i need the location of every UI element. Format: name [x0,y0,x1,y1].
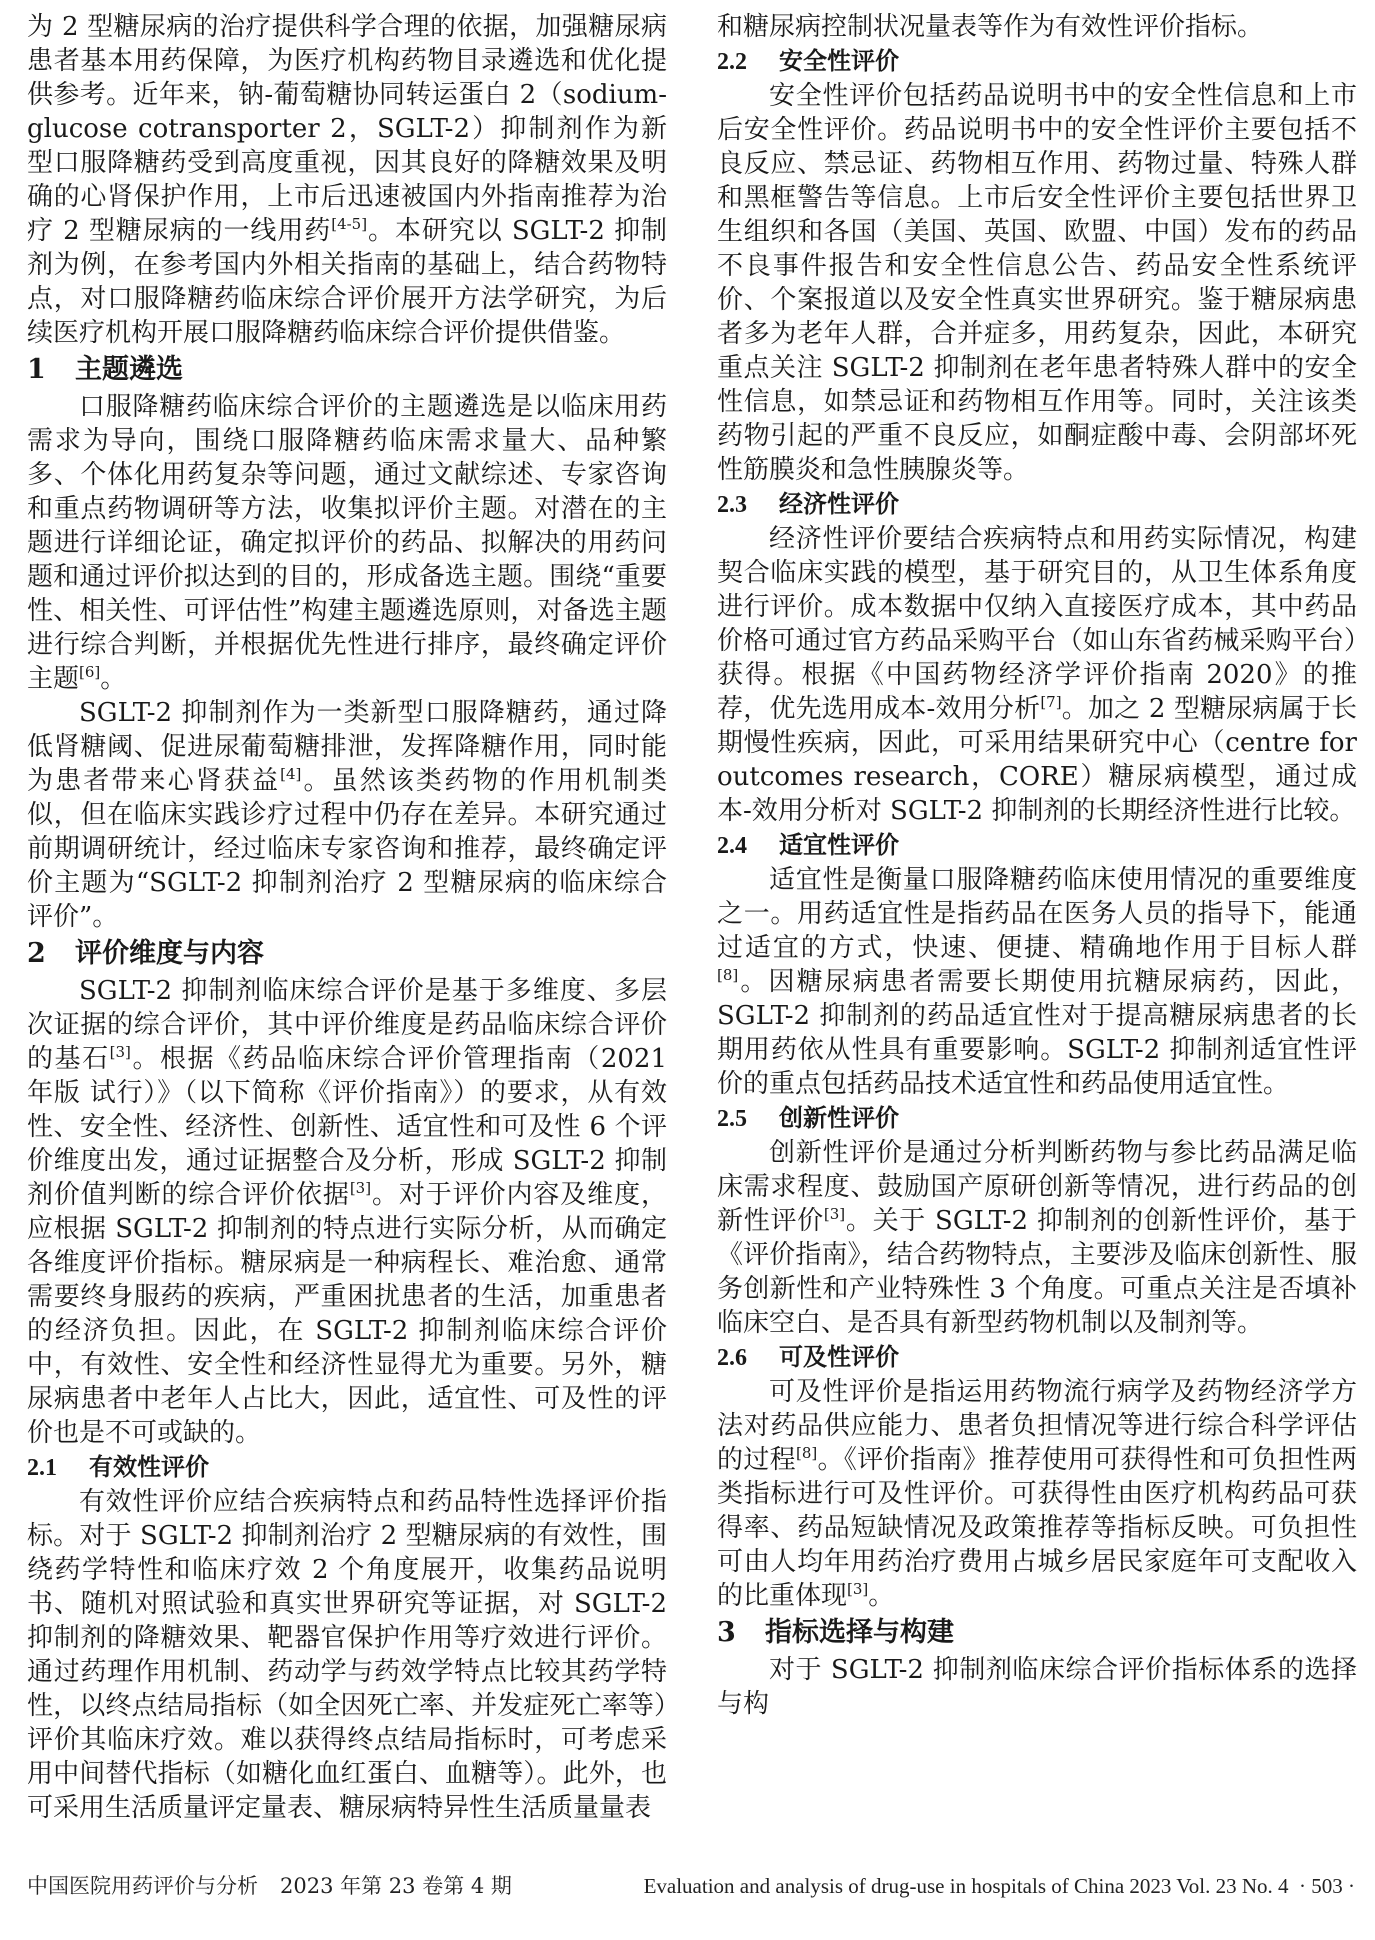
left-column [27,10,667,1825]
subsection-heading [717,1340,1357,1375]
heading-number: 2.4 [717,833,747,859]
section-heading [27,352,667,388]
heading-title: 适宜性评价 [779,830,899,859]
heading-title: 经济性评价 [779,489,899,518]
citation-superscript: [8] [795,1444,818,1462]
paragraph-text: 。加之 2 型糖尿病属于长期慢性疾病，因此，可采用结果研究中心（centre for outcomes research，CORE）糖尿病模型，通过成本-效用分析对 SGLT-2 抑制剂的长期经济性进行比较。 [717,694,1357,826]
heading-number: 2 [27,938,46,969]
heading-title: 可及性评价 [779,1342,899,1371]
paragraph-text: 经济性评价要结合疾病特点和用药实际情况，构建契合临床实践的模型，基于研究目的，从卫生体系角度进行评价。成本数据中仅纳入直接医疗成本，其中药品价格可通过官方药品采购平台（如山东省药械采购平台）获得。根据《中国药物经济学评价指南 2020》的推荐，优先选用成本-效用分析 [717,524,1357,724]
journal-name-en: Evaluation and analysis of drug-use in hospitals of China 2023 Vol. 23 No. 4 [643,1874,1289,1898]
citation-superscript: [4] [280,765,302,783]
journal-name-cn: 中国医院用药评价与分析 [27,1874,258,1898]
paragraph [27,10,667,350]
heading-number: 2.3 [717,492,747,518]
paragraph [717,1375,1357,1613]
two-column-body [27,10,1355,1825]
subsection-heading [717,1101,1357,1136]
paragraph-text: 。 [100,664,127,694]
paragraph-text: 口服降糖药临床综合评价的主题遴选是以临床用药需求为导向，围绕口服降糖药临床需求量大、品种繁多、个体化用药复杂等问题，通过文献综述、专家咨询和重点药物调研等方法，收集拟评价主题。对潜在的主题进行详细论证，确定拟评价的药品、拟解决的用药问题和通过评价拟达到的目的，形成备选主题。围绕“重要性、相关性、可评估性”构建主题遴选原则，对备选主题进行综合判断，并根据优先性进行排序，最终确定评价主题 [27,392,667,694]
heading-title: 指标选择与构建 [765,1617,954,1648]
subsection-heading [27,1450,667,1485]
paragraph [27,696,667,934]
heading-number: 1 [27,354,46,385]
paragraph-text: 适宜性是衡量口服降糖药临床使用情况的重要维度之一。用药适宜性是指药品在医务人员的指导下，能通过适宜的方式，快速、便捷、精确地作用于目标人群 [717,865,1357,963]
paragraph [27,974,667,1450]
footer-journal-en [644,1872,1355,1900]
heading-number: 2.1 [27,1455,57,1481]
heading-number: 2.5 [717,1106,747,1132]
paragraph-text: 和糖尿病控制状况量表等作为有效性评价指标。 [717,12,1264,42]
heading-title: 安全性评价 [779,46,899,75]
paragraph-text: 有效性评价应结合疾病特点和药品特性选择评价指标。对于 SGLT-2 抑制剂治疗 2 型糖尿病的有效性，围绕药学特性和临床疗效 2 个角度展开，收集药品说明书、随机对照试验和真实世界研究等证据，对 SGLT-2 抑制剂的降糖效果、靶器官保护作用等疗效进行评价。通过药理作用机制、药动学与药效学特点比较其药学特性，以终点结局指标（如全因死亡率、并发症死亡率等）评价其临床疗效。难以获得终点结局指标时，可考虑采用中间替代指标（如糖化血红蛋白、血糖等）。此外，也可采用生活质量评定量表、糖尿病特异性生活质量量表 [27,1487,667,1823]
heading-number: 2.6 [717,1345,747,1371]
paragraph-text: 为 2 型糖尿病的治疗提供科学合理的依据，加强糖尿病患者基本用药保障，为医疗机构药物目录遴选和优化提供参考。近年来，钠-葡萄糖协同转运蛋白 2（sodium-glucose cotransporter 2，SGLT-2）抑制剂作为新型口服降糖药受到高度重视，因其良好的降糖效果及明确的心肾保护作用，上市后迅速被国内外指南推荐为治疗 2 型糖尿病的一线用药 [27,12,667,246]
heading-number: 2.2 [717,49,747,75]
paragraph-text: 。《评价指南》推荐使用可获得性和可负担性两类指标进行可及性评价。可获得性由医疗机构药品可获得率、药品短缺情况及政策推荐等指标反映。可负担性可由人均年用药治疗费用占城乡居民家庭年可支配收入的比重体现 [717,1445,1357,1611]
section-heading [27,936,667,972]
paragraph-text: 。因糖尿病患者需要长期使用抗糖尿病药，因此，SGLT-2 抑制剂的药品适宜性对于提高糖尿病患者的长期用药依从性具有重要影响。SGLT-2 抑制剂适宜性评价的重点包括药品技术适宜性和药品使用适宜性。 [717,967,1357,1099]
citation-superscript: [6] [79,663,101,681]
paragraph-text: 。 [868,1581,895,1611]
heading-number: 3 [717,1617,736,1648]
paragraph-text: 创新性评价是通过分析判断药物与参比药品满足临床需求程度、鼓励国产原研创新等情况，进行药品的创新性评价 [717,1138,1357,1236]
right-column [717,10,1357,1721]
paragraph [717,863,1357,1101]
paragraph-text: SGLT-2 抑制剂临床综合评价是基于多维度、多层次证据的综合评价，其中评价维度是药品临床综合评价的基石 [27,976,667,1074]
spacer [27,1825,1355,1872]
citation-superscript: [3] [847,1580,869,1598]
paragraph-text: 。本研究以 SGLT-2 抑制剂为例，在参考国内外相关指南的基础上，结合药物特点，对口服降糖药临床综合评价展开方法学研究，为后续医疗机构开展口服降糖药临床综合评价提供借鉴。 [27,216,668,348]
citation-superscript: [3] [823,1205,846,1223]
paragraph-text: 。对于评价内容及维度，应根据 SGLT-2 抑制剂的特点进行实际分析，从而确定各维度评价指标。糖尿病是一种病程长、难治愈、通常需要终身服药的疾病，严重困扰患者的生活，加重患者的经济负担。因此，在 SGLT-2 抑制剂临床综合评价中，有效性、安全性和经济性显得尤为重要。另外，糖尿病患者中老年人占比大，因此，适宜性、可及性的评价也是不可或缺的。 [27,1180,667,1448]
issue-info-cn: 2023 年第 23 卷第 4 期 [280,1874,512,1898]
footer-journal-info [27,1872,512,1900]
paragraph [717,10,1357,44]
subsection-heading [717,828,1357,863]
subsection-heading [717,487,1357,522]
paragraph [717,1653,1357,1721]
paragraph-text: 。关于 SGLT-2 抑制剂的创新性评价，基于《评价指南》，结合药物特点，主要涉及临床创新性、服务创新性和产业特殊性 3 个角度。可重点关注是否填补临床空白、是否具有新型药物机制以及制剂等。 [717,1206,1357,1338]
citation-superscript: [7] [1040,693,1062,711]
citation-superscript: [4-5] [331,215,368,233]
citation-superscript: [3] [349,1179,372,1197]
heading-title: 评价维度与内容 [75,938,264,969]
paragraph-text: 。虽然该类药物的作用机制类似，但在临床实践诊疗过程中仍存在差异。本研究通过前期调研统计，经过临床专家咨询和推荐，最终确定评价主题为“SGLT-2 抑制剂治疗 2 型糖尿病的临床综合评价”。 [27,766,667,932]
page-number: · 503 · [1299,1874,1355,1898]
paragraph [717,79,1357,487]
paragraph-text: 。根据《药品临床综合评价管理指南（2021 年版 试行）》（以下简称《评价指南》）的要求，从有效性、安全性、经济性、创新性、适宜性和可及性 6 个评价维度出发，通过证据整合及分析，形成 SGLT-2 抑制剂价值判断的综合评价依据 [27,1044,667,1210]
paragraph-text: SGLT-2 抑制剂作为一类新型口服降糖药，通过降低肾糖阈、促进尿葡萄糖排泄，发挥降糖作用，同时能为患者带来心肾获益 [27,698,667,796]
page-footer [27,1872,1355,1920]
citation-superscript: [3] [109,1043,131,1061]
paragraph-text: 安全性评价包括药品说明书中的安全性信息和上市后安全性评价。药品说明书中的安全性评价主要包括不良反应、禁忌证、药物相互作用、药物过量、特殊人群和黑框警告等信息。上市后安全性评价主要包括世界卫生组织和各国（美国、英国、欧盟、中国）发布的药品不良事件报告和安全性信息公告、药品安全性系统评价、个案报道以及安全性真实世界研究。鉴于糖尿病患者多为老年人群，合并症多，用药复杂，因此，本研究重点关注 SGLT-2 抑制剂在老年患者特殊人群中的安全性信息，如禁忌证和药物相互作用等。同时，关注该类药物引起的严重不良反应，如酮症酸中毒、会阴部坏死性筋膜炎和急性胰腺炎等。 [717,81,1357,485]
heading-title: 主题遴选 [75,354,183,385]
paragraph [717,522,1357,828]
subsection-heading [717,44,1357,79]
paragraph-text: 可及性评价是指运用药物流行病学及药物经济学方法对药品供应能力、患者负担情况等进行综合科学评估的过程 [717,1377,1357,1475]
section-heading [717,1615,1357,1651]
heading-title: 有效性评价 [89,1452,209,1481]
paragraph [27,1485,667,1825]
citation-superscript: [8] [717,966,739,984]
paragraph [717,1136,1357,1340]
paragraph-text: 对于 SGLT-2 抑制剂临床综合评价指标体系的选择与构 [717,1655,1357,1719]
heading-title: 创新性评价 [779,1103,899,1132]
paragraph [27,390,667,696]
